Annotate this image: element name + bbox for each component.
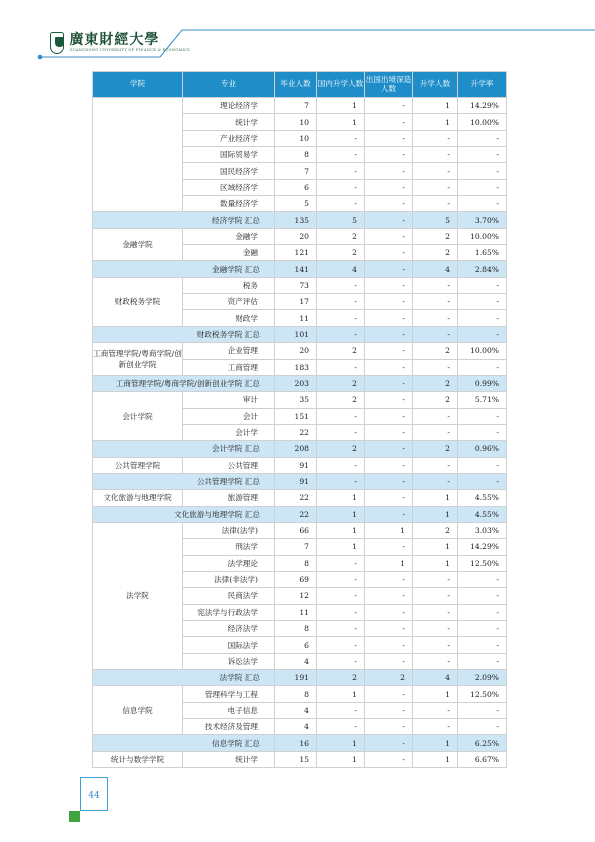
college-cell: 财政税务学院 bbox=[93, 277, 183, 326]
col-header-further-study-rate: 升学率 bbox=[458, 72, 507, 98]
domestic-cell: - bbox=[317, 457, 365, 473]
summary-row bbox=[93, 670, 507, 686]
summary-total-cell: 5 bbox=[413, 212, 458, 228]
rate-cell: - bbox=[458, 702, 507, 718]
graduates-cell: 11 bbox=[275, 310, 317, 326]
summary-rate-cell: 3.70% bbox=[458, 212, 507, 228]
summary-graduates-cell: 135 bbox=[275, 212, 317, 228]
major-cell: 法律(法学) bbox=[183, 522, 275, 538]
graduates-cell: 22 bbox=[275, 490, 317, 506]
graduates-cell: 17 bbox=[275, 294, 317, 310]
domestic-cell: - bbox=[317, 163, 365, 179]
total-cell: - bbox=[413, 637, 458, 653]
summary-row bbox=[93, 261, 507, 277]
total-cell: 1 bbox=[413, 555, 458, 571]
graduates-cell: 7 bbox=[275, 163, 317, 179]
summary-label: 金融学院 汇总 bbox=[93, 261, 275, 277]
rate-cell: - bbox=[458, 408, 507, 424]
domestic-cell: - bbox=[317, 179, 365, 195]
major-cell: 企业管理 bbox=[183, 343, 275, 359]
overseas-cell: - bbox=[365, 751, 413, 767]
graduates-cell: 8 bbox=[275, 621, 317, 637]
domestic-cell: 1 bbox=[317, 539, 365, 555]
graduates-cell: 4 bbox=[275, 653, 317, 669]
rate-cell: 14.29% bbox=[458, 98, 507, 114]
college-cell: 金融学院 bbox=[93, 228, 183, 261]
major-cell: 宪法学与行政法学 bbox=[183, 604, 275, 620]
summary-graduates-cell: 101 bbox=[275, 326, 317, 342]
college-cell: 会计学院 bbox=[93, 392, 183, 441]
header-dot-icon bbox=[38, 55, 43, 60]
summary-overseas-cell: - bbox=[365, 212, 413, 228]
major-cell: 国际贸易学 bbox=[183, 147, 275, 163]
rate-cell: 3.03% bbox=[458, 522, 507, 538]
overseas-cell: - bbox=[365, 637, 413, 653]
rate-cell: - bbox=[458, 163, 507, 179]
domestic-cell: 1 bbox=[317, 98, 365, 114]
table-row bbox=[93, 98, 507, 114]
summary-overseas-cell: 2 bbox=[365, 670, 413, 686]
summary-domestic-cell: 2 bbox=[317, 670, 365, 686]
summary-domestic-cell: 2 bbox=[317, 375, 365, 391]
overseas-cell: - bbox=[365, 245, 413, 261]
summary-domestic-cell: 1 bbox=[317, 506, 365, 522]
major-cell: 法学理论 bbox=[183, 555, 275, 571]
domestic-cell: 2 bbox=[317, 228, 365, 244]
graduates-cell: 6 bbox=[275, 637, 317, 653]
rate-cell: 5.71% bbox=[458, 392, 507, 408]
rate-cell: - bbox=[458, 130, 507, 146]
overseas-cell: - bbox=[365, 539, 413, 555]
summary-rate-cell: 2.84% bbox=[458, 261, 507, 277]
summary-row bbox=[93, 735, 507, 751]
total-cell: 2 bbox=[413, 245, 458, 261]
domestic-cell: - bbox=[317, 196, 365, 212]
summary-domestic-cell: 1 bbox=[317, 735, 365, 751]
summary-rate-cell: 2.09% bbox=[458, 670, 507, 686]
col-header-overseas-study: 出国出境深造人数 bbox=[365, 72, 413, 98]
summary-row bbox=[93, 506, 507, 522]
major-cell: 理论经济学 bbox=[183, 98, 275, 114]
college-cell: 文化旅游与地理学院 bbox=[93, 490, 183, 506]
graduates-cell: 91 bbox=[275, 457, 317, 473]
rate-cell: - bbox=[458, 277, 507, 293]
graduates-cell: 183 bbox=[275, 359, 317, 375]
total-cell: 2 bbox=[413, 343, 458, 359]
graduates-cell: 8 bbox=[275, 555, 317, 571]
total-cell: - bbox=[413, 310, 458, 326]
total-cell: 2 bbox=[413, 392, 458, 408]
domestic-cell: 2 bbox=[317, 245, 365, 261]
rate-cell: - bbox=[458, 621, 507, 637]
rate-cell: - bbox=[458, 457, 507, 473]
summary-domestic-cell: - bbox=[317, 473, 365, 489]
major-cell: 会计学 bbox=[183, 424, 275, 440]
page-number: 44 bbox=[88, 791, 100, 801]
graduates-cell: 73 bbox=[275, 277, 317, 293]
col-header-major: 专业 bbox=[183, 72, 275, 98]
table-row bbox=[93, 228, 507, 244]
rate-cell: - bbox=[458, 604, 507, 620]
page-header bbox=[0, 0, 595, 60]
table-row bbox=[93, 457, 507, 473]
table-row bbox=[93, 343, 507, 359]
graduates-cell: 8 bbox=[275, 147, 317, 163]
major-cell: 产业经济学 bbox=[183, 130, 275, 146]
rate-cell: - bbox=[458, 310, 507, 326]
domestic-cell: 1 bbox=[317, 522, 365, 538]
major-cell: 统计学 bbox=[183, 114, 275, 130]
overseas-cell: - bbox=[365, 130, 413, 146]
domestic-cell: - bbox=[317, 408, 365, 424]
summary-rate-cell: - bbox=[458, 326, 507, 342]
summary-graduates-cell: 22 bbox=[275, 506, 317, 522]
summary-rate-cell: 0.96% bbox=[458, 441, 507, 457]
total-cell: 2 bbox=[413, 228, 458, 244]
summary-label: 经济学院 汇总 bbox=[93, 212, 275, 228]
summary-graduates-cell: 208 bbox=[275, 441, 317, 457]
overseas-cell: - bbox=[365, 114, 413, 130]
summary-total-cell: - bbox=[413, 473, 458, 489]
total-cell: - bbox=[413, 147, 458, 163]
overseas-cell: - bbox=[365, 653, 413, 669]
overseas-cell: - bbox=[365, 392, 413, 408]
overseas-cell: - bbox=[365, 359, 413, 375]
domestic-cell: - bbox=[317, 588, 365, 604]
major-cell: 国际法学 bbox=[183, 637, 275, 653]
rate-cell: - bbox=[458, 294, 507, 310]
summary-graduates-cell: 191 bbox=[275, 670, 317, 686]
summary-total-cell: - bbox=[413, 326, 458, 342]
overseas-cell: - bbox=[365, 147, 413, 163]
summary-row bbox=[93, 212, 507, 228]
major-cell: 旅游管理 bbox=[183, 490, 275, 506]
decorative-green-square bbox=[69, 811, 80, 822]
graduates-cell: 4 bbox=[275, 702, 317, 718]
major-cell: 刑法学 bbox=[183, 539, 275, 555]
overseas-cell: - bbox=[365, 457, 413, 473]
overseas-cell: - bbox=[365, 343, 413, 359]
total-cell: 1 bbox=[413, 686, 458, 702]
domestic-cell: - bbox=[317, 424, 365, 440]
domestic-cell: - bbox=[317, 555, 365, 571]
college-cell: 工商管理学院/粤商学院/创新创业学院 bbox=[93, 343, 183, 376]
summary-graduates-cell: 16 bbox=[275, 735, 317, 751]
major-cell: 区域经济学 bbox=[183, 179, 275, 195]
total-cell: 1 bbox=[413, 114, 458, 130]
rate-cell: - bbox=[458, 588, 507, 604]
summary-overseas-cell: - bbox=[365, 326, 413, 342]
overseas-cell: - bbox=[365, 408, 413, 424]
domestic-cell: - bbox=[317, 571, 365, 587]
college-cell: 法学院 bbox=[93, 522, 183, 669]
major-cell: 法律(非法学) bbox=[183, 571, 275, 587]
summary-rate-cell: 4.55% bbox=[458, 506, 507, 522]
overseas-cell: - bbox=[365, 719, 413, 735]
total-cell: - bbox=[413, 702, 458, 718]
major-cell: 民商法学 bbox=[183, 588, 275, 604]
graduates-cell: 10 bbox=[275, 114, 317, 130]
college-cell: 统计与数学学院 bbox=[93, 751, 183, 767]
total-cell: - bbox=[413, 408, 458, 424]
summary-total-cell: 2 bbox=[413, 441, 458, 457]
major-cell: 会计 bbox=[183, 408, 275, 424]
logo-english-name: GUANGDONG UNIVERSITY OF FINANCE & ECONOMICS bbox=[69, 48, 190, 53]
domestic-cell: - bbox=[317, 294, 365, 310]
rate-cell: 12.50% bbox=[458, 686, 507, 702]
total-cell: - bbox=[413, 277, 458, 293]
graduates-cell: 7 bbox=[275, 539, 317, 555]
domestic-cell: - bbox=[317, 653, 365, 669]
rate-cell: 1.65% bbox=[458, 245, 507, 261]
graduates-cell: 121 bbox=[275, 245, 317, 261]
rate-cell: - bbox=[458, 424, 507, 440]
domestic-cell: 1 bbox=[317, 686, 365, 702]
graduation-statistics-table bbox=[92, 71, 507, 768]
col-header-college: 学院 bbox=[93, 72, 183, 98]
rate-cell: - bbox=[458, 653, 507, 669]
col-header-further-study-total: 升学人数 bbox=[413, 72, 458, 98]
summary-row bbox=[93, 473, 507, 489]
table-body bbox=[93, 98, 507, 768]
total-cell: - bbox=[413, 359, 458, 375]
total-cell: - bbox=[413, 588, 458, 604]
graduates-cell: 66 bbox=[275, 522, 317, 538]
domestic-cell: - bbox=[317, 637, 365, 653]
domestic-cell: 1 bbox=[317, 114, 365, 130]
domestic-cell: - bbox=[317, 359, 365, 375]
rate-cell: - bbox=[458, 196, 507, 212]
overseas-cell: - bbox=[365, 228, 413, 244]
graduates-cell: 15 bbox=[275, 751, 317, 767]
rate-cell: 10.00% bbox=[458, 228, 507, 244]
graduates-cell: 12 bbox=[275, 588, 317, 604]
overseas-cell: - bbox=[365, 294, 413, 310]
graduates-cell: 10 bbox=[275, 130, 317, 146]
summary-overseas-cell: - bbox=[365, 441, 413, 457]
major-cell: 资产评估 bbox=[183, 294, 275, 310]
total-cell: 1 bbox=[413, 751, 458, 767]
major-cell: 数量经济学 bbox=[183, 196, 275, 212]
rate-cell: - bbox=[458, 637, 507, 653]
graduates-cell: 22 bbox=[275, 424, 317, 440]
summary-graduates-cell: 141 bbox=[275, 261, 317, 277]
overseas-cell: 1 bbox=[365, 522, 413, 538]
rate-cell: 6.67% bbox=[458, 751, 507, 767]
overseas-cell: - bbox=[365, 196, 413, 212]
domestic-cell: - bbox=[317, 130, 365, 146]
summary-label: 公共管理学院 汇总 bbox=[93, 473, 275, 489]
summary-total-cell: 4 bbox=[413, 261, 458, 277]
table-row bbox=[93, 277, 507, 293]
table-header-row bbox=[93, 72, 507, 98]
graduates-cell: 8 bbox=[275, 686, 317, 702]
summary-overseas-cell: - bbox=[365, 261, 413, 277]
summary-overseas-cell: - bbox=[365, 735, 413, 751]
total-cell: - bbox=[413, 719, 458, 735]
col-header-domestic-further-study: 国内升学人数 bbox=[317, 72, 365, 98]
summary-row bbox=[93, 441, 507, 457]
summary-label: 会计学院 汇总 bbox=[93, 441, 275, 457]
summary-overseas-cell: - bbox=[365, 506, 413, 522]
graduates-cell: 151 bbox=[275, 408, 317, 424]
domestic-cell: - bbox=[317, 277, 365, 293]
summary-domestic-cell: - bbox=[317, 326, 365, 342]
university-logo bbox=[50, 30, 190, 56]
overseas-cell: - bbox=[365, 604, 413, 620]
domestic-cell: - bbox=[317, 621, 365, 637]
summary-row bbox=[93, 375, 507, 391]
summary-total-cell: 1 bbox=[413, 506, 458, 522]
total-cell: - bbox=[413, 130, 458, 146]
major-cell: 管理科学与工程 bbox=[183, 686, 275, 702]
major-cell: 审计 bbox=[183, 392, 275, 408]
summary-overseas-cell: - bbox=[365, 473, 413, 489]
summary-rate-cell: 0.99% bbox=[458, 375, 507, 391]
overseas-cell: - bbox=[365, 179, 413, 195]
graduates-cell: 7 bbox=[275, 98, 317, 114]
rate-cell: - bbox=[458, 719, 507, 735]
major-cell: 电子信息 bbox=[183, 702, 275, 718]
summary-graduates-cell: 91 bbox=[275, 473, 317, 489]
major-cell: 税务 bbox=[183, 277, 275, 293]
total-cell: - bbox=[413, 653, 458, 669]
summary-label: 工商管理学院/粤商学院/创新创业学院 汇总 bbox=[93, 375, 275, 391]
college-cell: 公共管理学院 bbox=[93, 457, 183, 473]
major-cell: 工商管理 bbox=[183, 359, 275, 375]
table-row bbox=[93, 751, 507, 767]
graduates-cell: 6 bbox=[275, 179, 317, 195]
table-row bbox=[93, 686, 507, 702]
rate-cell: 12.50% bbox=[458, 555, 507, 571]
major-cell: 公共管理 bbox=[183, 457, 275, 473]
summary-overseas-cell: - bbox=[365, 375, 413, 391]
domestic-cell: 2 bbox=[317, 392, 365, 408]
rate-cell: - bbox=[458, 147, 507, 163]
overseas-cell: - bbox=[365, 163, 413, 179]
overseas-cell: - bbox=[365, 490, 413, 506]
total-cell: - bbox=[413, 196, 458, 212]
table-row bbox=[93, 490, 507, 506]
total-cell: - bbox=[413, 621, 458, 637]
overseas-cell: - bbox=[365, 98, 413, 114]
table-row bbox=[93, 522, 507, 538]
overseas-cell: - bbox=[365, 310, 413, 326]
total-cell: - bbox=[413, 163, 458, 179]
major-cell: 金融 bbox=[183, 245, 275, 261]
major-cell: 国民经济学 bbox=[183, 163, 275, 179]
graduates-cell: 4 bbox=[275, 719, 317, 735]
overseas-cell: - bbox=[365, 621, 413, 637]
university-emblem-icon bbox=[50, 32, 64, 54]
graduates-cell: 20 bbox=[275, 228, 317, 244]
summary-label: 信息学院 汇总 bbox=[93, 735, 275, 751]
total-cell: - bbox=[413, 571, 458, 587]
graduates-cell: 20 bbox=[275, 343, 317, 359]
college-cell: 信息学院 bbox=[93, 686, 183, 735]
domestic-cell: - bbox=[317, 604, 365, 620]
total-cell: - bbox=[413, 457, 458, 473]
major-cell: 技术经济及管理 bbox=[183, 719, 275, 735]
summary-total-cell: 1 bbox=[413, 735, 458, 751]
graduates-cell: 11 bbox=[275, 604, 317, 620]
logo-chinese-name: 廣東財經大學 bbox=[69, 32, 160, 49]
domestic-cell: - bbox=[317, 719, 365, 735]
overseas-cell: - bbox=[365, 588, 413, 604]
total-cell: 2 bbox=[413, 522, 458, 538]
domestic-cell: - bbox=[317, 147, 365, 163]
graduates-cell: 69 bbox=[275, 571, 317, 587]
summary-label: 文化旅游与地理学院 汇总 bbox=[93, 506, 275, 522]
domestic-cell: - bbox=[317, 310, 365, 326]
total-cell: 1 bbox=[413, 98, 458, 114]
rate-cell: - bbox=[458, 571, 507, 587]
overseas-cell: - bbox=[365, 424, 413, 440]
col-header-graduates: 毕业人数 bbox=[275, 72, 317, 98]
rate-cell: 4.55% bbox=[458, 490, 507, 506]
rate-cell: - bbox=[458, 179, 507, 195]
summary-label: 法学院 汇总 bbox=[93, 670, 275, 686]
summary-domestic-cell: 4 bbox=[317, 261, 365, 277]
major-cell: 统计学 bbox=[183, 751, 275, 767]
graduates-cell: 35 bbox=[275, 392, 317, 408]
rate-cell: 10.00% bbox=[458, 114, 507, 130]
total-cell: 1 bbox=[413, 490, 458, 506]
rate-cell: 10.00% bbox=[458, 343, 507, 359]
summary-total-cell: 4 bbox=[413, 670, 458, 686]
total-cell: 1 bbox=[413, 539, 458, 555]
summary-rate-cell: - bbox=[458, 473, 507, 489]
summary-row bbox=[93, 326, 507, 342]
rate-cell: - bbox=[458, 359, 507, 375]
major-cell: 金融学 bbox=[183, 228, 275, 244]
summary-domestic-cell: 5 bbox=[317, 212, 365, 228]
graduates-cell: 5 bbox=[275, 196, 317, 212]
total-cell: - bbox=[413, 294, 458, 310]
overseas-cell: 1 bbox=[365, 555, 413, 571]
rate-cell: 14.29% bbox=[458, 539, 507, 555]
summary-label: 财政税务学院 汇总 bbox=[93, 326, 275, 342]
total-cell: - bbox=[413, 604, 458, 620]
summary-total-cell: 2 bbox=[413, 375, 458, 391]
major-cell: 财政学 bbox=[183, 310, 275, 326]
domestic-cell: 1 bbox=[317, 751, 365, 767]
domestic-cell: 1 bbox=[317, 490, 365, 506]
table-row bbox=[93, 392, 507, 408]
domestic-cell: - bbox=[317, 702, 365, 718]
total-cell: - bbox=[413, 179, 458, 195]
overseas-cell: - bbox=[365, 686, 413, 702]
overseas-cell: - bbox=[365, 571, 413, 587]
major-cell: 经济法学 bbox=[183, 621, 275, 637]
major-cell: 诉讼法学 bbox=[183, 653, 275, 669]
domestic-cell: 2 bbox=[317, 343, 365, 359]
overseas-cell: - bbox=[365, 277, 413, 293]
summary-rate-cell: 6.25% bbox=[458, 735, 507, 751]
overseas-cell: - bbox=[365, 702, 413, 718]
summary-domestic-cell: 2 bbox=[317, 441, 365, 457]
total-cell: - bbox=[413, 424, 458, 440]
summary-graduates-cell: 203 bbox=[275, 375, 317, 391]
college-cell bbox=[93, 98, 183, 212]
